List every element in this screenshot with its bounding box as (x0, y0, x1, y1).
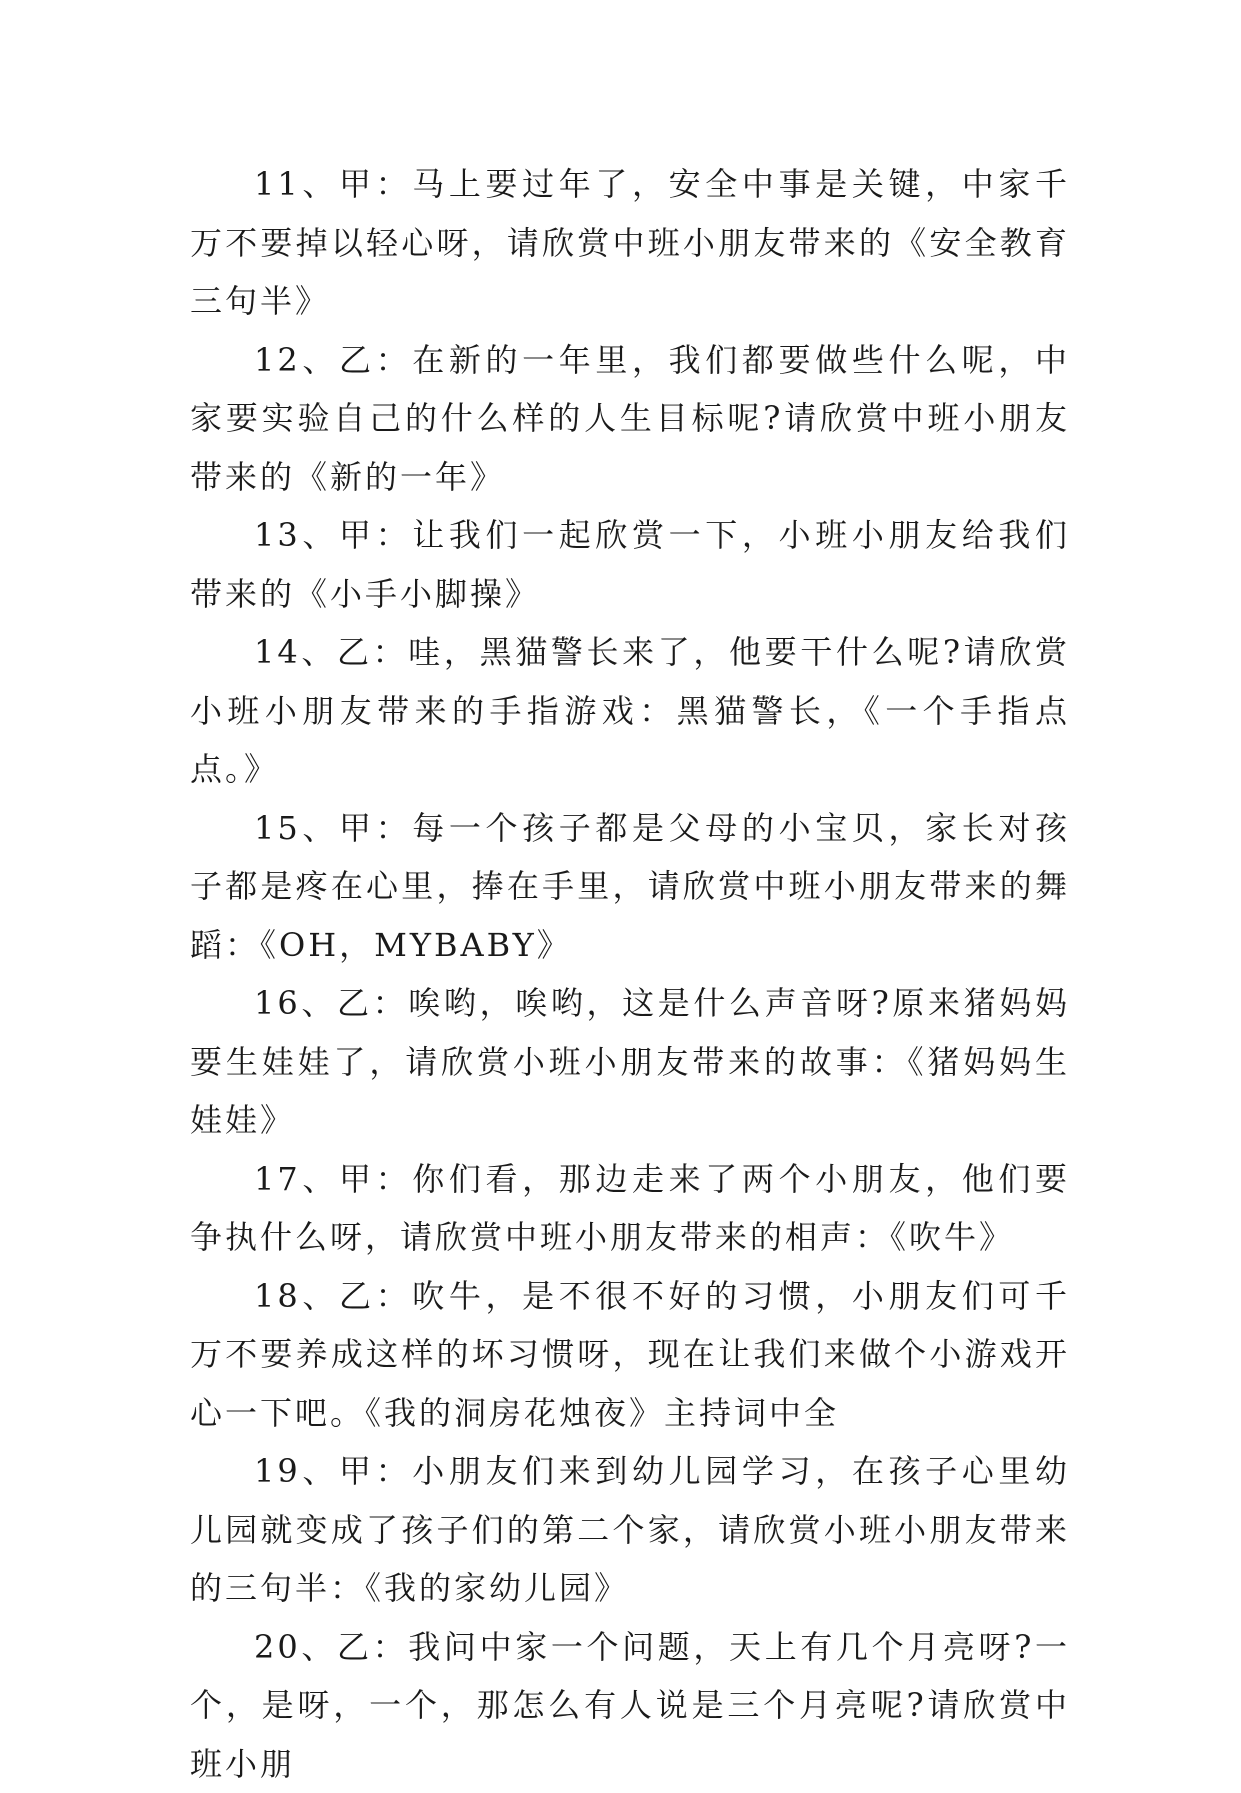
document-page (190, 155, 1070, 1793)
paragraph-11: 11、甲：马上要过年了，安全中事是关键，中家千万不要掉以轻心呀，请欣赏中班小朋友带来的《安全教育三句半》 (190, 155, 1070, 331)
paragraph-13: 13、甲：让我们一起欣赏一下，小班小朋友给我们带来的《小手小脚操》 (190, 506, 1070, 623)
paragraph-20: 20、乙：我问中家一个问题，天上有几个月亮呀?一个，是呀，一个，那怎么有人说是三个月亮呢?请欣赏中班小朋 (190, 1618, 1070, 1793)
paragraph-14: 14、乙：哇，黑猫警长来了，他要干什么呢?请欣赏小班小朋友带来的手指游戏：黑猫警长，《一个手指点点。》 (190, 623, 1070, 799)
paragraph-18: 18、乙：吹牛，是不很不好的习惯，小朋友们可千万不要养成这样的坏习惯呀，现在让我们来做个小游戏开心一下吧。《我的洞房花烛夜》主持词中全 (190, 1267, 1070, 1443)
paragraph-12: 12、乙：在新的一年里，我们都要做些什么呢，中家要实验自己的什么样的人生目标呢?请欣赏中班小朋友带来的《新的一年》 (190, 331, 1070, 507)
paragraph-15: 15、甲：每一个孩子都是父母的小宝贝，家长对孩子都是疼在心里，捧在手里，请欣赏中班小朋友带来的舞蹈：《OH，MYBABY》 (190, 799, 1070, 975)
paragraph-17: 17、甲：你们看，那边走来了两个小朋友，他们要争执什么呀，请欣赏中班小朋友带来的相声：《吹牛》 (190, 1150, 1070, 1267)
paragraph-19: 19、甲：小朋友们来到幼儿园学习，在孩子心里幼儿园就变成了孩子们的第二个家，请欣赏小班小朋友带来的三句半：《我的家幼儿园》 (190, 1442, 1070, 1618)
paragraph-16: 16、乙：唉哟，唉哟，这是什么声音呀?原来猪妈妈要生娃娃了，请欣赏小班小朋友带来的故事：《猪妈妈生娃娃》 (190, 974, 1070, 1150)
